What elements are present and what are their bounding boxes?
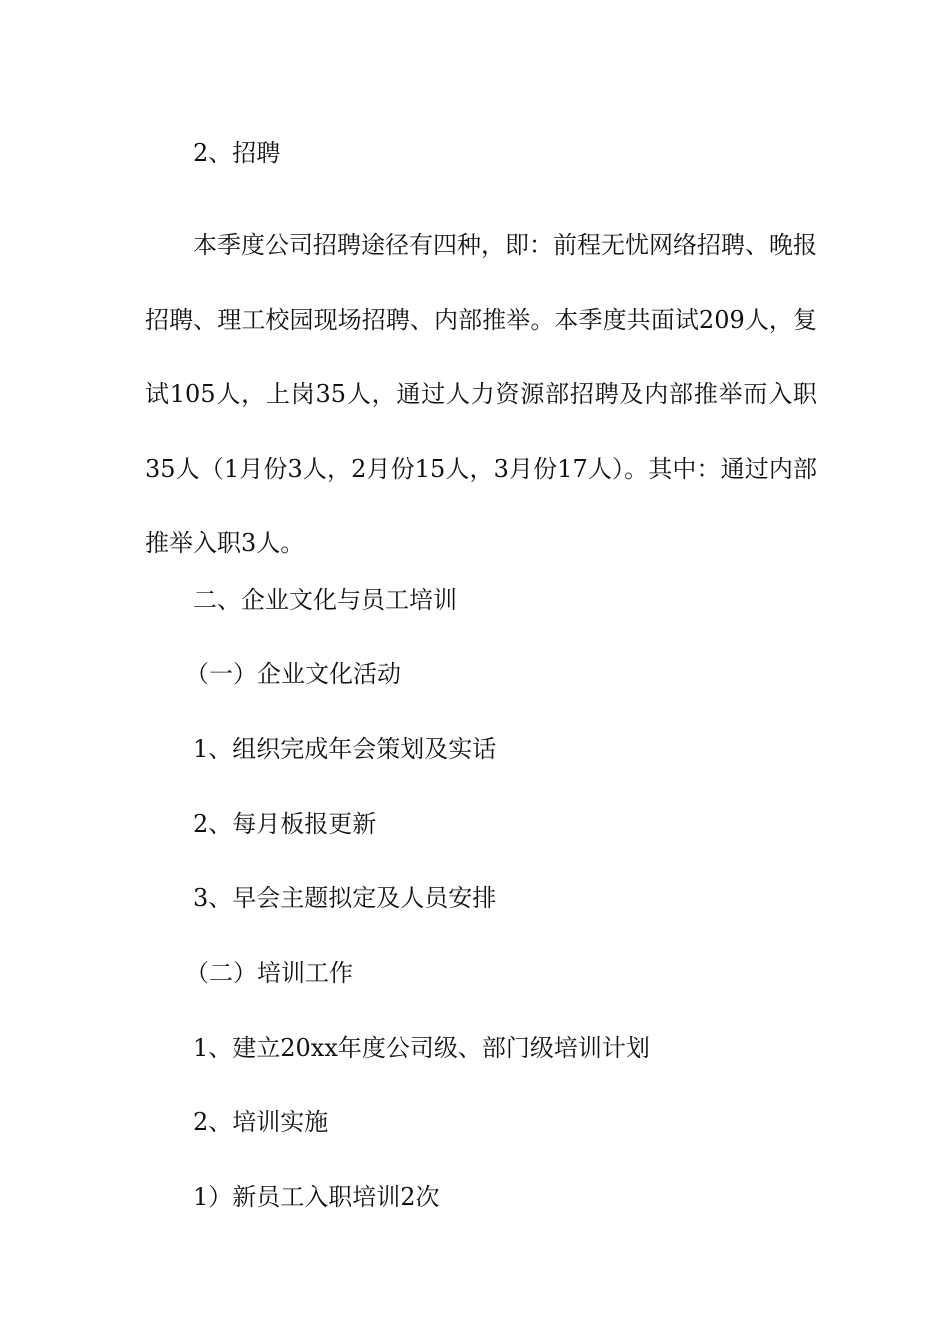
heading-recruitment: 2、招聘 (193, 139, 281, 167)
training-item-plan: 1、建立20xx年度公司级、部门级培训计划 (193, 1034, 650, 1062)
recruitment-paragraph: 本季度公司招聘途径有四种，即：前程无忧网络招聘、晚报招聘、理工校园现场招聘、内部推举。本季度共面试209人，复试105人，上岗35人，通过人力资源部招聘及内部推举而入职35人（1月份3人，2月份15人，3月份17人）。其中：通过内部推举入职3人。 (145, 231, 817, 557)
subsection-heading-training: （二）培训工作 (185, 959, 353, 987)
subsection-heading-culture-activities: （一）企业文化活动 (185, 660, 401, 688)
culture-item-board-update: 2、每月板报更新 (193, 810, 377, 838)
culture-item-annual-party: 1、组织完成年会策划及实话 (193, 735, 497, 763)
culture-item-morning-meeting: 3、早会主题拟定及人员安排 (193, 884, 497, 912)
training-item-implementation: 2、培训实施 (193, 1108, 329, 1136)
section-heading-culture-training: 二、企业文化与员工培训 (193, 586, 457, 614)
training-item-new-employee: 1）新员工入职培训2次 (193, 1183, 440, 1211)
